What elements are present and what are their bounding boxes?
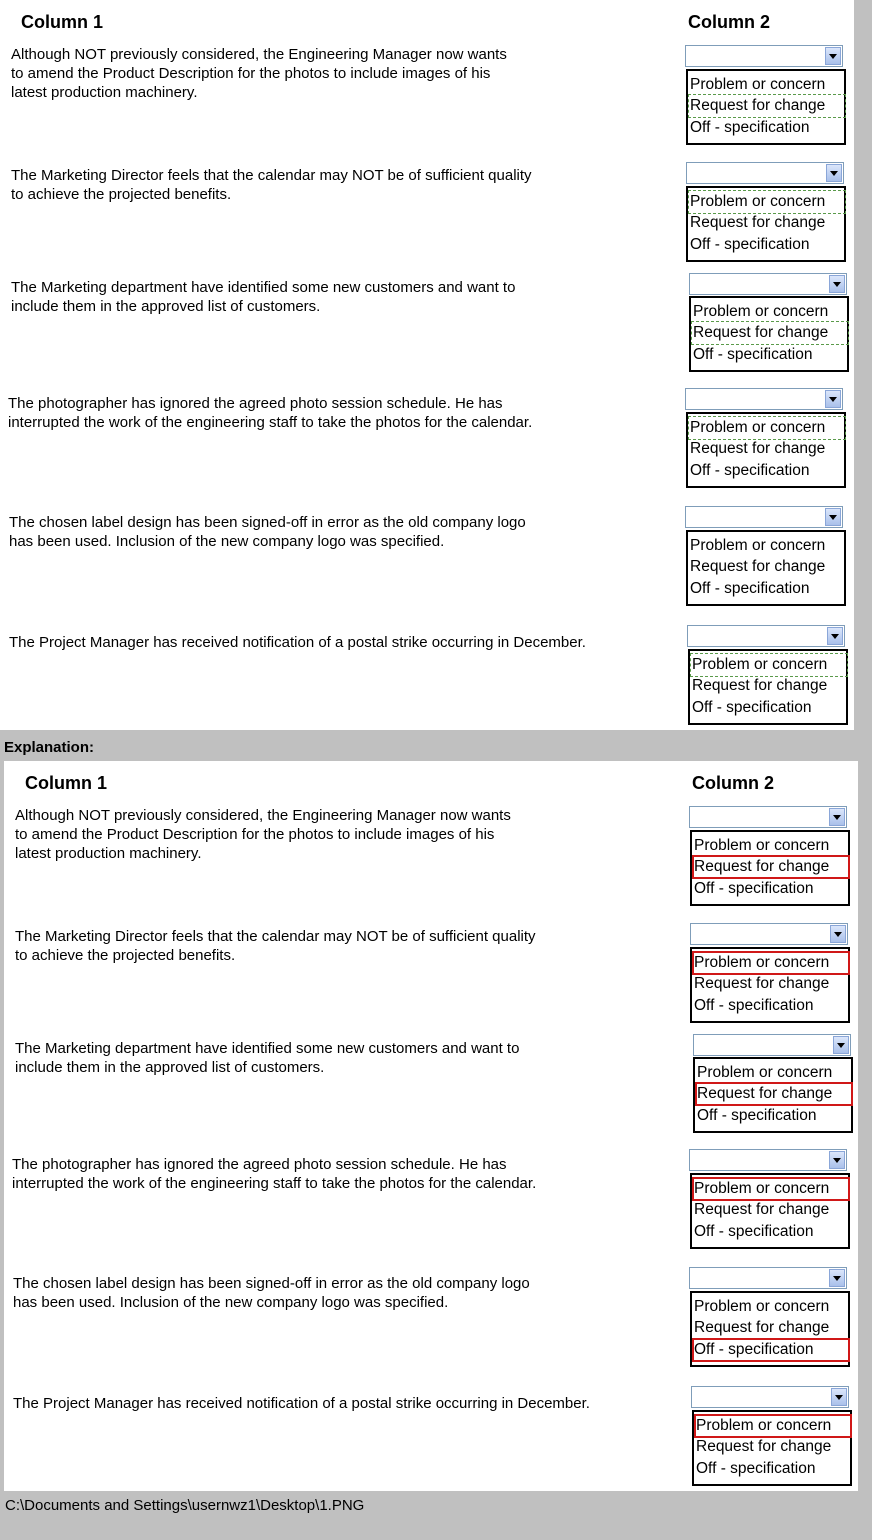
option-item[interactable]: Problem or concern bbox=[690, 76, 826, 93]
option-item[interactable]: Request for change bbox=[694, 857, 848, 877]
option-item[interactable]: Request for change bbox=[690, 214, 826, 231]
option-item[interactable]: Off - specification bbox=[690, 462, 810, 479]
question-text-5: The chosen label design has been signed-off in error as the old company logo has been used. Inclusion of the new company logo was specified. bbox=[9, 514, 526, 550]
option-item[interactable]: Request for change bbox=[697, 1084, 851, 1104]
chevron-down-icon[interactable] bbox=[830, 925, 846, 943]
answer-dropdown-6[interactable] bbox=[691, 1386, 849, 1408]
question-text-1: Although NOT previously considered, the Engineering Manager now wants to amend the Product Description for the photos to include images of his latest production machinery. bbox=[15, 807, 511, 862]
chevron-down-icon[interactable] bbox=[825, 390, 841, 408]
option-list-1 bbox=[690, 830, 850, 906]
answer-dropdown-5[interactable] bbox=[689, 1267, 847, 1289]
chevron-down-icon[interactable] bbox=[826, 164, 842, 182]
question-text-4: The photographer has ignored the agreed photo session schedule. He has interrupted the work of the engineering staff to take the photos for the calendar. bbox=[8, 395, 533, 431]
question-text-2: The Marketing Director feels that the calendar may NOT be of sufficient quality to achieve the projected benefits. bbox=[15, 928, 536, 964]
option-item[interactable]: Request for change bbox=[690, 558, 826, 575]
option-item[interactable]: Problem or concern bbox=[694, 1179, 848, 1199]
option-list-3 bbox=[689, 296, 849, 372]
option-item[interactable]: Problem or concern bbox=[697, 1064, 833, 1081]
answer-dropdown-4[interactable] bbox=[689, 1149, 847, 1171]
option-list-2 bbox=[686, 186, 846, 262]
column-1-header: Column 1 bbox=[21, 12, 104, 32]
option-item[interactable]: Off - specification bbox=[697, 1107, 817, 1124]
chevron-down-icon[interactable] bbox=[831, 1388, 847, 1406]
question-text-3: The Marketing department have identified some new customers and want to include them in the approved list of customers. bbox=[11, 279, 516, 315]
option-item[interactable]: Off - specification bbox=[696, 1460, 816, 1477]
option-item[interactable]: Request for change bbox=[694, 975, 830, 992]
option-item[interactable]: Off - specification bbox=[690, 580, 810, 597]
option-item[interactable]: Request for change bbox=[696, 1438, 832, 1455]
option-item[interactable]: Problem or concern bbox=[690, 537, 826, 554]
option-item[interactable]: Problem or concern bbox=[694, 953, 848, 973]
chevron-down-icon[interactable] bbox=[827, 627, 843, 645]
chevron-down-icon[interactable] bbox=[825, 508, 841, 526]
answer-dropdown-3[interactable] bbox=[693, 1034, 851, 1056]
file-path: C:\Documents and Settings\usernwz1\Desktop\1.PNG bbox=[5, 1497, 365, 1514]
option-item[interactable]: Problem or concern bbox=[694, 1298, 830, 1315]
question-text-6: The Project Manager has received notification of a postal strike occurring in December. bbox=[13, 1395, 590, 1412]
option-item[interactable]: Request for change bbox=[694, 1201, 830, 1218]
question-text-4: The photographer has ignored the agreed photo session schedule. He has interrupted the work of the engineering staff to take the photos for the calendar. bbox=[12, 1156, 537, 1192]
chevron-down-icon[interactable] bbox=[829, 808, 845, 826]
answer-dropdown-5[interactable] bbox=[685, 506, 843, 528]
answer-dropdown-1[interactable] bbox=[689, 806, 847, 828]
answer-dropdown-3[interactable] bbox=[689, 273, 847, 295]
answer-dropdown-6[interactable] bbox=[687, 625, 845, 647]
column-2-header: Column 2 bbox=[692, 773, 775, 793]
answer-dropdown-1[interactable] bbox=[685, 45, 843, 67]
option-list-5 bbox=[686, 530, 846, 606]
option-list-4 bbox=[690, 1173, 850, 1249]
option-item[interactable]: Problem or concern bbox=[690, 418, 844, 438]
option-item[interactable]: Request for change bbox=[692, 677, 828, 694]
option-list-6 bbox=[688, 649, 848, 725]
option-item[interactable]: Problem or concern bbox=[692, 655, 846, 675]
option-item[interactable]: Request for change bbox=[694, 1319, 830, 1336]
question-text-3: The Marketing department have identified some new customers and want to include them in the approved list of customers. bbox=[15, 1040, 520, 1076]
column-1-header: Column 1 bbox=[25, 773, 108, 793]
chevron-down-icon[interactable] bbox=[829, 1151, 845, 1169]
answer-dropdown-2[interactable] bbox=[686, 162, 844, 184]
option-list-3 bbox=[693, 1057, 853, 1133]
option-list-1 bbox=[686, 69, 846, 145]
answer-dropdown-2[interactable] bbox=[690, 923, 848, 945]
question-text-6: The Project Manager has received notification of a postal strike occurring in December. bbox=[9, 634, 586, 651]
option-item[interactable]: Problem or concern bbox=[694, 837, 830, 854]
option-item[interactable]: Off - specification bbox=[694, 1223, 814, 1240]
option-item[interactable]: Off - specification bbox=[692, 699, 812, 716]
answer-dropdown-4[interactable] bbox=[685, 388, 843, 410]
chevron-down-icon[interactable] bbox=[829, 1269, 845, 1287]
chevron-down-icon[interactable] bbox=[825, 47, 841, 65]
option-item[interactable]: Off - specification bbox=[693, 346, 813, 363]
option-item[interactable]: Request for change bbox=[693, 323, 847, 343]
option-list-5 bbox=[690, 1291, 850, 1367]
question-panel bbox=[0, 0, 854, 730]
chevron-down-icon[interactable] bbox=[829, 275, 845, 293]
question-text-1: Although NOT previously considered, the Engineering Manager now wants to amend the Product Description for the photos to include images of his latest production machinery. bbox=[11, 46, 507, 101]
option-item[interactable]: Request for change bbox=[690, 96, 844, 116]
option-item[interactable]: Off - specification bbox=[690, 236, 810, 253]
option-item[interactable]: Request for change bbox=[690, 440, 826, 457]
question-text-2: The Marketing Director feels that the calendar may NOT be of sufficient quality to achieve the projected benefits. bbox=[11, 167, 532, 203]
option-item[interactable]: Problem or concern bbox=[696, 1416, 850, 1436]
option-item[interactable]: Off - specification bbox=[694, 997, 814, 1014]
question-text-5: The chosen label design has been signed-off in error as the old company logo has been used. Inclusion of the new company logo was specified. bbox=[13, 1275, 530, 1311]
option-item[interactable]: Off - specification bbox=[694, 1340, 848, 1360]
option-list-4 bbox=[686, 412, 846, 488]
column-2-header: Column 2 bbox=[688, 12, 771, 32]
option-item[interactable]: Off - specification bbox=[694, 880, 814, 897]
answer-panel bbox=[4, 761, 858, 1491]
option-item[interactable]: Problem or concern bbox=[693, 303, 829, 320]
option-list-2 bbox=[690, 947, 850, 1023]
option-item[interactable]: Off - specification bbox=[690, 119, 810, 136]
option-list-6 bbox=[692, 1410, 852, 1486]
explanation-label: Explanation: bbox=[4, 739, 95, 756]
option-item[interactable]: Problem or concern bbox=[690, 192, 844, 212]
chevron-down-icon[interactable] bbox=[833, 1036, 849, 1054]
